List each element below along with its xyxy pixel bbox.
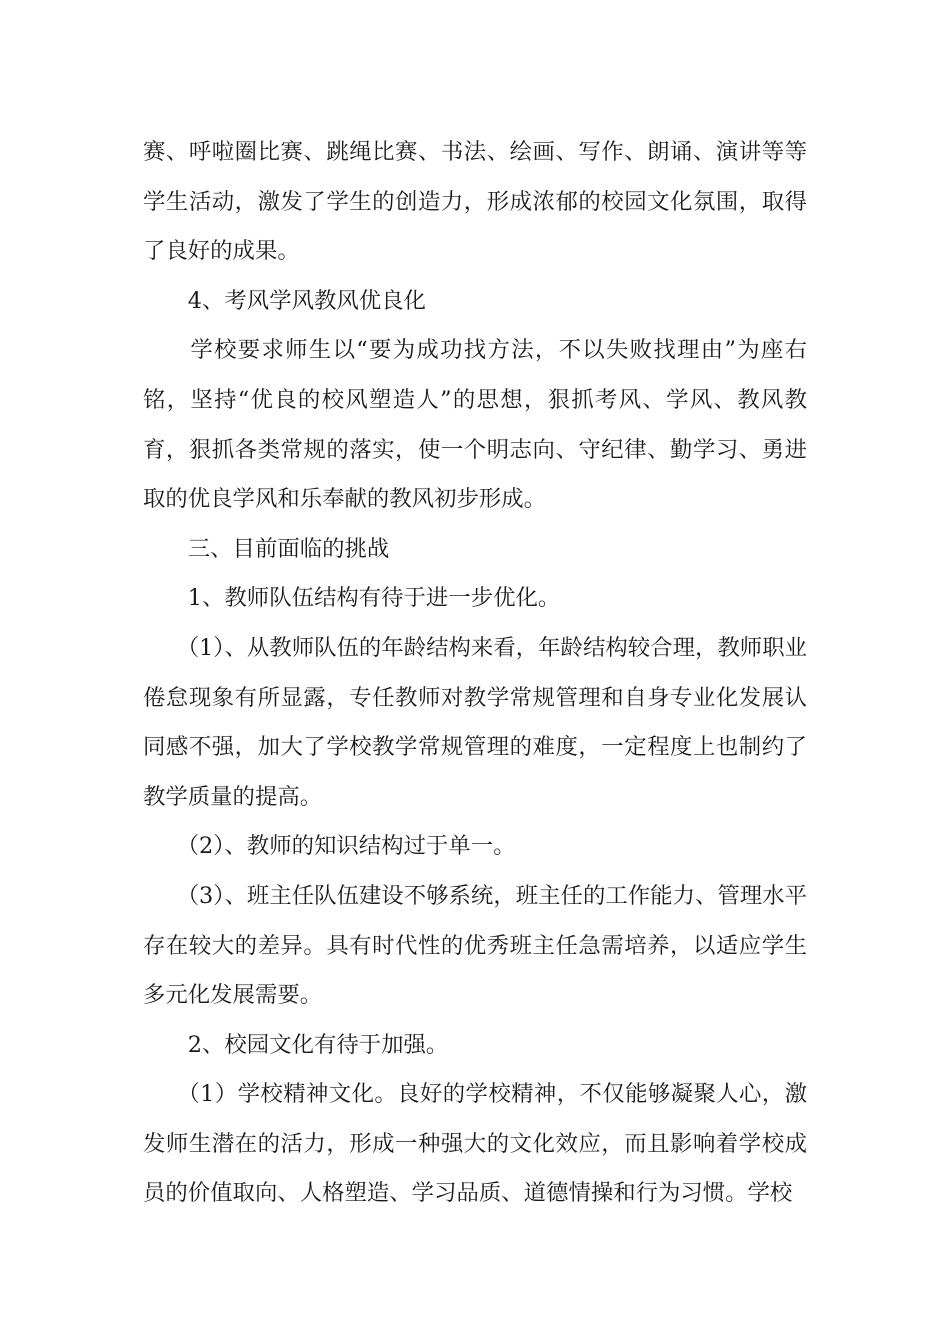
paragraph-age-structure: （1）、从教师队伍的年龄结构来看，年龄结构较合理，教师职业倦怠现象有所显露，专任教师对教学常规管理和自身专业化发展认同感不强，加大了学校教学常规管理的难度，一定程度上也制约了教学质量的提高。: [143, 634, 807, 810]
paragraph-head-teachers: （3）、班主任队伍建设不够系统，班主任的工作能力、管理水平存在较大的差异。具有时代性的优秀班主任急需培养，以适应学生多元化发展需要。: [143, 882, 807, 1009]
paragraph-exam-style: 学校要求师生以“要为成功找方法，不以失败找理由”为座右铭，坚持“优良的校风塑造人”的思想，狠抓考风、学风、教风教育，狠抓各类常规的落实，使一个明志向、守纪律、勤学习、勇进取的优良学风和乐奉献的教风初步形成。: [143, 337, 807, 513]
document-body: [143, 128, 807, 1219]
heading-challenges: 三、目前面临的挑战: [143, 535, 390, 562]
heading-campus-culture: 2、校园文化有待于加强。: [143, 1031, 449, 1058]
paragraph-activities-continued: 赛、呼啦圈比赛、跳绳比赛、书法、绘画、写作、朗诵、演讲等等学生活动，激发了学生的创造力，形成浓郁的校园文化氛围，取得了良好的成果。: [143, 139, 807, 265]
heading-exam-style: 4、考风学风教风优良化: [143, 287, 426, 314]
heading-teacher-structure: 1、教师队伍结构有待于进一步优化。: [143, 585, 561, 612]
paragraph-knowledge-structure: （2）、教师的知识结构过于单一。: [143, 833, 516, 860]
paragraph-school-spirit: （1）学校精神文化。良好的学校精神，不仅能够凝聚人心，激发师生潜在的活力，形成一种强大的文化效应，而且影响着学校成员的价值取向、人格塑造、学习品质、道德情操和行为习惯。学校: [143, 1081, 807, 1207]
